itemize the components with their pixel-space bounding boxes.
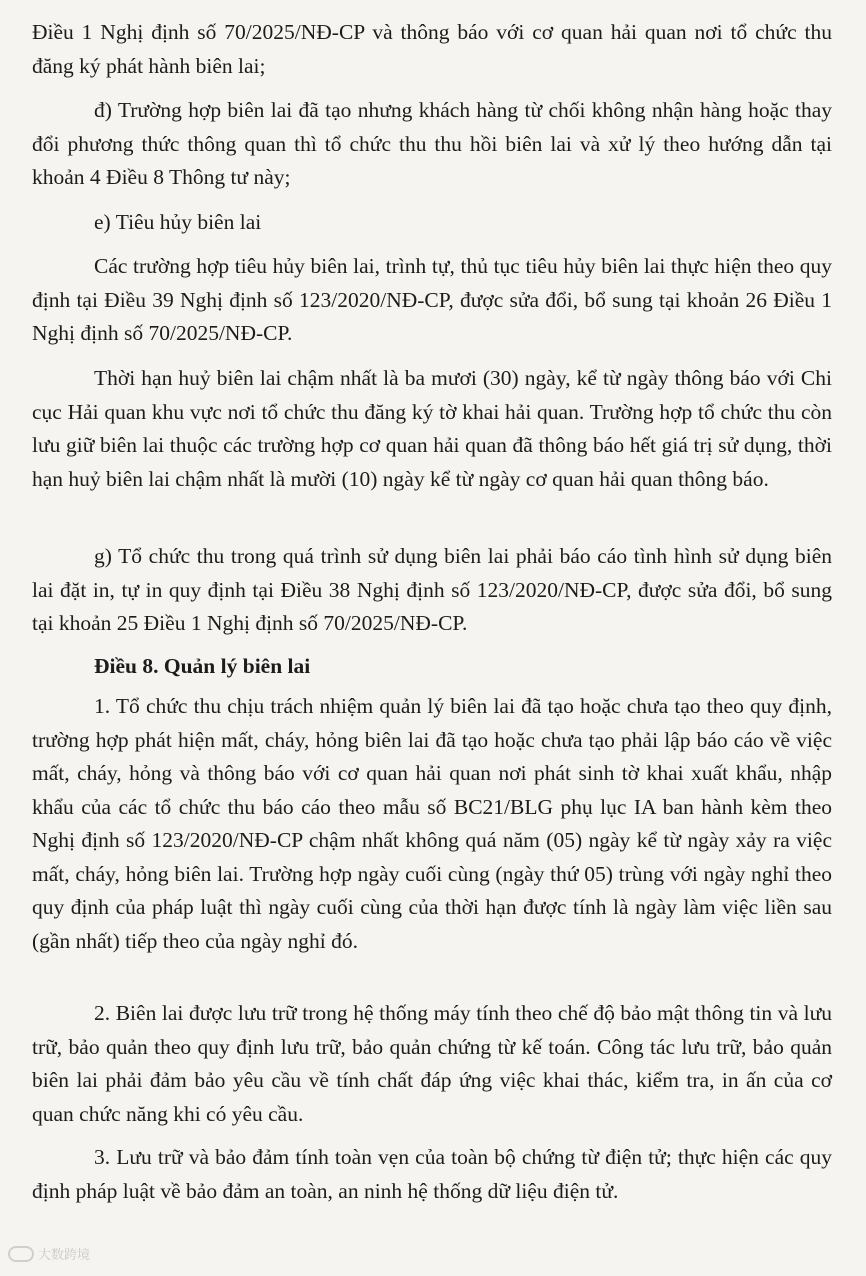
watermark <box>8 1244 90 1263</box>
paragraph-e: e) Tiêu hủy biên lai <box>94 210 262 234</box>
paragraph-d: đ) Trường hợp biên lai đã tạo nhưng khách hàng từ chối không nhận hàng hoặc thay đổi phương thức thông quan thì tổ chức thu thu hồi biên lai và xử lý theo hướng dẫn tại khoản 4 Điều 8 Thông tư này; <box>32 98 832 189</box>
paragraph-continuation: Điều 1 Nghị định số 70/2025/NĐ-CP và thông báo với cơ quan hải quan nơi tổ chức thu đăng ký phát hành biên lai; <box>32 20 832 78</box>
watermark-text: 大数跨境 <box>38 1248 91 1263</box>
paragraph-destruction-deadline: Thời hạn huỷ biên lai chậm nhất là ba mươi (30) ngày, kể từ ngày thông báo với Chi cục Hải quan khu vực nơi tổ chức thu đăng ký tờ khai hải quan. Trường hợp tổ chức thu còn lưu giữ biên lai thuộc các trường hợp cơ quan hải quan đã thông báo hết giá trị sử dụng, thời hạn huỷ biên lai chậm nhất là mười (10) ngày kể từ ngày cơ quan hải quan thông báo. <box>32 366 832 491</box>
paragraph-article-8-item-1: 1. Tổ chức thu chịu trách nhiệm quản lý biên lai đã tạo hoặc chưa tạo theo quy định, trường hợp phát hiện mất, cháy, hỏng biên lai đã tạo hoặc chưa tạo phải lập báo cáo về việc mất, cháy, hỏng và thông báo với cơ quan hải quan nơi phát sinh tờ khai xuất khẩu, nhập khẩu của các tổ chức thu báo cáo theo mẫu số BC21/BLG phụ lục IA ban hành kèm theo Nghị định số 123/2020/NĐ-CP chậm nhất không quá năm (05) ngày kể từ ngày xảy ra việc mất, cháy, hỏng biên lai. Trường hợp ngày cuối cùng (ngày thứ 05) trùng với ngày nghỉ theo quy định của pháp luật thì ngày cuối cùng của thời hạn được tính là ngày làm việc liền sau (gần nhất) tiếp theo của ngày nghỉ đó. <box>32 694 832 953</box>
paragraph-destruction-cases: Các trường hợp tiêu hủy biên lai, trình tự, thủ tục tiêu hủy biên lai thực hiện theo quy định tại Điều 39 Nghị định số 123/2020/NĐ-CP, được sửa đổi, bổ sung tại khoản 26 Điều 1 Nghị định số 70/2025/NĐ-CP. <box>32 254 832 345</box>
paragraph-article-8-item-2: 2. Biên lai được lưu trữ trong hệ thống máy tính theo chế độ bảo mật thông tin và lưu trữ, bảo quản theo quy định lưu trữ, bảo quản chứng từ kế toán. Công tác lưu trữ, bảo quản biên lai phải đảm bảo yêu cầu về tính chất đáp ứng việc khai thác, kiểm tra, in ấn của cơ quan chức năng khi có yêu cầu. <box>32 1001 832 1126</box>
article-8-heading: Điều 8. Quản lý biên lai <box>94 654 311 678</box>
paragraph-article-8-item-3: 3. Lưu trữ và bảo đảm tính toàn vẹn của toàn bộ chứng từ điện tử; thực hiện các quy định pháp luật về bảo đảm an toàn, an ninh hệ thống dữ liệu điện tử. <box>32 1145 832 1203</box>
watermark-logo-icon <box>8 1246 34 1262</box>
paragraph-g: g) Tổ chức thu trong quá trình sử dụng biên lai phải báo cáo tình hình sử dụng biên lai đặt in, tự in quy định tại Điều 38 Nghị định số 123/2020/NĐ-CP, được sửa đổi, bổ sung tại khoản 25 Điều 1 Nghị định số 70/2025/NĐ-CP. <box>32 544 832 635</box>
